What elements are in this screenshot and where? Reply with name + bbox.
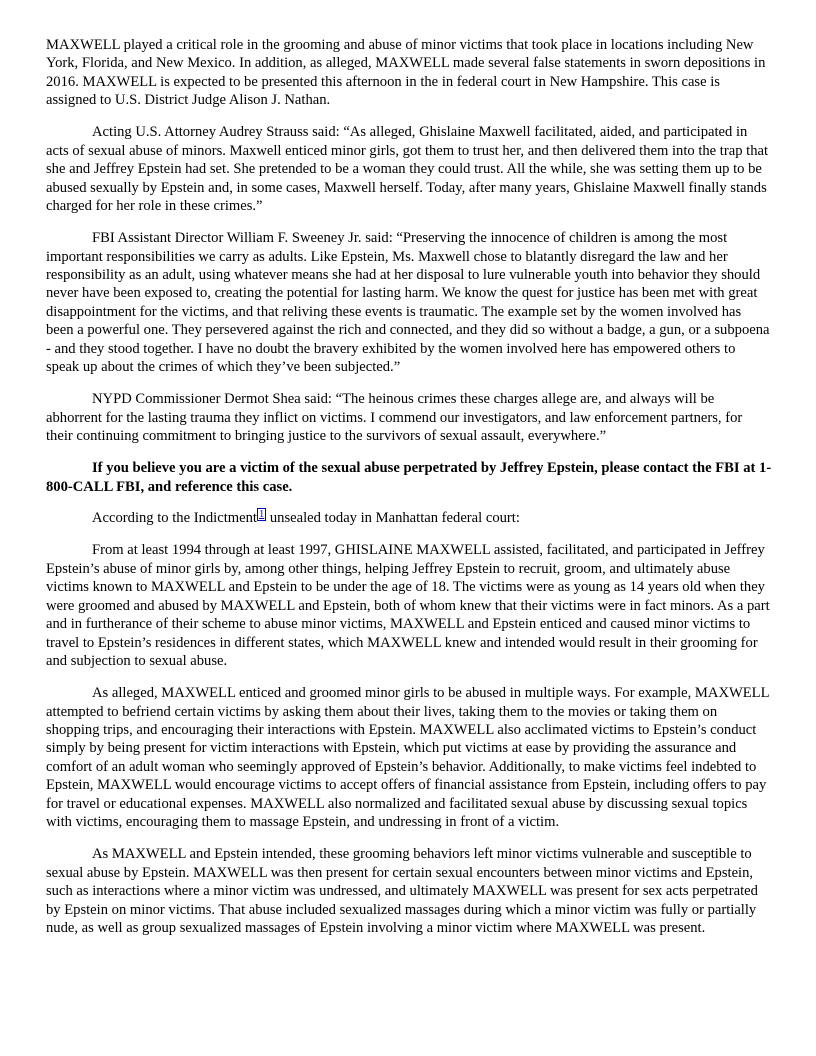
paragraph-shea-statement: NYPD Commissioner Dermot Shea said: “The heinous crimes these charges allege are, and always will be abhorrent for the lasting trauma they inflict on victims. I commend our investigators, and law enforcement partners, for their continuing commitment to bringing justice to the survivors of sexual assault, everywhere.” bbox=[46, 391, 743, 445]
paragraph-strauss-statement: Acting U.S. Attorney Audrey Strauss said: “As alleged, Ghislaine Maxwell facilitated, aided, and participated in acts of sexual abuse of minors. Maxwell enticed minor girls, got them to trust her, and then delivered them into the trap that she and Jeffrey Epstein had set. She pretended to be a woman they could trust. All the while, she was setting them up to be abused sexually by Epstein and, in some cases, Maxwell herself. Today, after many years, Ghislaine Maxwell finally stands charged for her role in these crimes.” bbox=[46, 124, 769, 215]
paragraph-sweeney-statement: FBI Assistant Director William F. Sweeney Jr. said: “Preserving the innocence of children is among the most important responsibilities we carry as adults. Like Epstein, Ms. Maxwell chose to blatantly disregard the law and her responsibility as an adult, using whatever means she had at her disposal to lure vulnerable youth into behavior they should never have been exposed to, creating the potential for lasting harm. We know the quest for justice has been met with great disappointment for the victims, and that reliving these events is traumatic. The example set by the women involved has been a powerful one. They persevered against the rich and connected, and they did so without a badge, a gun, or a subpoena - and they stood together. I have no doubt the bravery exhibited by the women involved here has empowered others to speak up about the crimes of which they’ve been subjected.” bbox=[46, 230, 770, 376]
footnote-reference-link[interactable] bbox=[257, 508, 266, 521]
document-body bbox=[46, 36, 772, 937]
paragraph-intro: MAXWELL played a critical role in the grooming and abuse of minor victims that took place in locations including New York, Florida, and New Mexico. In addition, as alleged, MAXWELL made several false statements in sworn depositions in 2016. MAXWELL is expected to be presented this afternoon in the in federal court in New Hampshire. This case is assigned to U.S. District Judge Alison J. Nathan. bbox=[46, 37, 766, 109]
paragraph-indictment-lead-in bbox=[46, 509, 772, 527]
indictment-lead-in-text: According to the Indictment bbox=[92, 510, 257, 527]
paragraph-abuse-details: As MAXWELL and Epstein intended, these grooming behaviors left minor victims vulnerable and susceptible to sexual abuse by Epstein. MAXWELL was then present for certain sexual encounters between minor victims and Epstein, such as interactions where a minor victim was undressed, and ultimately MAXWELL was present for sex acts perpetrated by Epstein on minor victims. That abuse included sexualized massages during which a minor victim was fully or partially nude, as well as group sexualized massages of Epstein involving a minor victim where MAXWELL was present. bbox=[46, 846, 758, 937]
paragraph-grooming-methods: As alleged, MAXWELL enticed and groomed minor girls to be abused in multiple ways. For example, MAXWELL attempted to befriend certain victims by asking them about their lives, taking them to the movies or taking them on shopping trips, and encouraging their interactions with Epstein. MAXWELL also acclimated victims to Epstein’s conduct simply by being present for victim interactions with Epstein, which put victims at ease by providing the assurance and comfort of an adult woman who seemingly approved of Epstein’s behavior. Additionally, to make victims feel indebted to Epstein, MAXWELL would encourage victims to accept offers of financial assistance from Epstein, including offers to pay for travel or educational expenses. MAXWELL also normalized and facilitated sexual abuse by discussing sexual topics with victims, encouraging them to massage Epstein, and undressing in front of a victim. bbox=[46, 685, 769, 831]
paragraph-victim-contact-notice: If you believe you are a victim of the sexual abuse perpetrated by Jeffrey Epstein, please contact the FBI at 1-800-CALL FBI, and reference this case. bbox=[46, 460, 772, 495]
indictment-lead-in-text-after: unsealed today in Manhattan federal court: bbox=[266, 510, 520, 527]
footnote-reference-number: 1 bbox=[258, 508, 265, 520]
paragraph-allegations-timeline: From at least 1994 through at least 1997, GHISLAINE MAXWELL assisted, facilitated, and participated in Jeffrey Epstein’s abuse of minor girls by, among other things, helping Jeffrey Epstein to recruit, groom, and ultimately abuse victims known to MAXWELL and Epstein to be under the age of 18. The victims were as young as 14 years old when they were groomed and abused by MAXWELL and Epstein, both of whom knew that their victims were in fact minors. As a part and in furtherance of their scheme to abuse minor victims, MAXWELL and Epstein enticed and caused minor victims to travel to Epstein’s residences in different states, which MAXWELL knew and intended would result in their grooming for and subjection to sexual abuse. bbox=[46, 542, 770, 670]
